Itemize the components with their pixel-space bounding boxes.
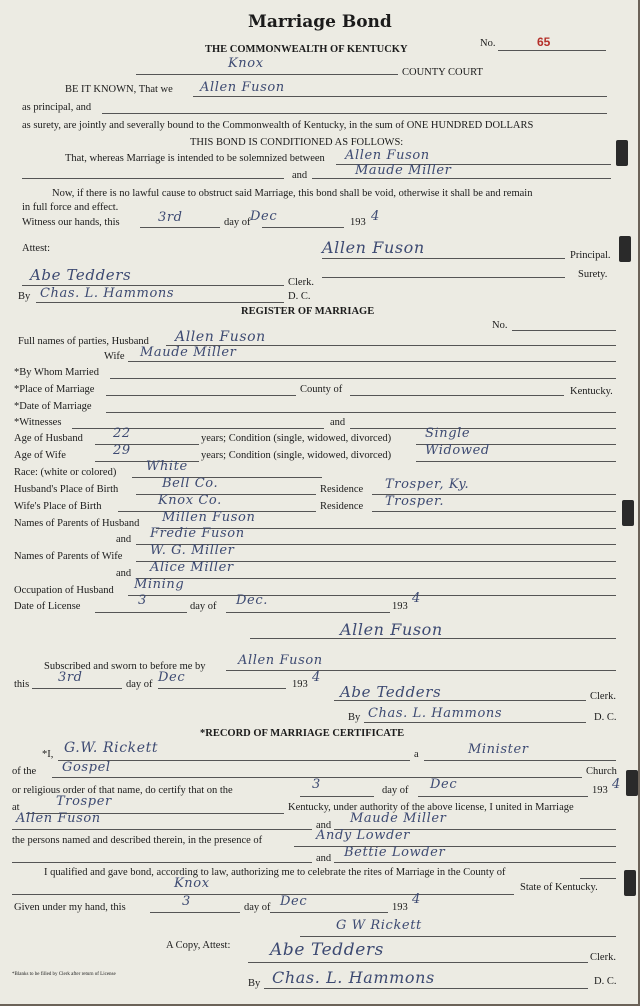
license-month: Dec.: [236, 593, 268, 608]
binder-tab: [619, 236, 631, 262]
certificate-heading: *RECORD OF MARRIAGE CERTIFICATE: [200, 728, 405, 739]
husband-birthplace-label: Husband's Place of Birth: [14, 484, 119, 495]
cert-day: 3: [312, 777, 321, 792]
bond-by-label: By: [18, 291, 31, 302]
subscribed-day: 3rd: [58, 670, 83, 685]
register-wife-name: Maude Miller: [140, 345, 237, 360]
husband-residence-label: Residence: [320, 484, 364, 495]
subscribed-this-label: this: [14, 679, 30, 690]
copy-attest-label: A Copy, Attest:: [166, 940, 231, 951]
bond-number-label: No.: [480, 38, 496, 49]
witness-year-prefix: 193: [350, 217, 366, 228]
cert-given-month: Dec: [280, 894, 308, 909]
register-husband-signature: Allen Fuson: [340, 620, 443, 639]
cert-dc-label: D. C.: [594, 976, 617, 987]
wife-name-label: Wife: [104, 351, 125, 362]
age-wife-value: 29: [113, 443, 131, 458]
husband-birthplace-value: Bell Co.: [162, 476, 219, 491]
license-date-label: Date of License: [14, 601, 81, 612]
cert-year-prefix: 193: [592, 785, 608, 796]
cert-given-year-suffix: 4: [412, 892, 421, 907]
husband-parent-1: Millen Fuson: [162, 510, 256, 525]
cert-church-label: Church: [586, 766, 617, 777]
wife-residence-label: Residence: [320, 501, 364, 512]
occupation-label: Occupation of Husband: [14, 585, 114, 596]
register-clerk-label: Clerk.: [590, 691, 616, 702]
wife-birthplace-label: Wife's Place of Birth: [14, 501, 102, 512]
principal-signature: Allen Fuson: [322, 238, 425, 257]
subscriber-name: Allen Fuson: [238, 653, 323, 668]
register-heading: REGISTER OF MARRIAGE: [241, 306, 375, 317]
register-no-label: No.: [492, 320, 508, 331]
cert-presence-text: the persons named and described therein, in the presence of: [12, 835, 263, 846]
occupation-value: Mining: [134, 577, 185, 592]
cert-i-label: *I,: [42, 749, 54, 760]
bond-clerk-signature: Abe Tedders: [30, 266, 132, 284]
bond-clerk-label: Clerk.: [288, 277, 314, 288]
surety-label: Surety.: [578, 269, 608, 280]
cert-minister-name: G.W. Rickett: [64, 740, 159, 756]
binder-tab: [622, 500, 634, 526]
cert-kentucky-text: Kentucky, under authority of the above license, I united in Marriage: [288, 802, 574, 813]
wife-parents-label: Names of Parents of Wife: [14, 551, 123, 562]
by-whom-married-label: *By Whom Married: [14, 367, 99, 378]
binder-tab: [624, 870, 636, 896]
cert-state-label: State of Kentucky.: [520, 882, 598, 893]
cert-and-label: and: [316, 820, 332, 831]
wife-parents-and: and: [116, 568, 132, 579]
witness-day-of-label: day of: [224, 217, 251, 228]
cert-county: Knox: [174, 876, 210, 891]
witness-hands-label: Witness our hands, this: [22, 217, 120, 228]
binder-tab: [626, 770, 638, 796]
bond-party-1: Allen Fuson: [345, 148, 430, 163]
witness-day: 3rd: [158, 210, 183, 225]
race-value: White: [146, 459, 188, 474]
register-dc-signature: Chas. L. Hammons: [368, 706, 503, 721]
cert-of-the-label: of the: [12, 766, 37, 777]
age-wife-label: Age of Wife: [14, 450, 66, 461]
whereas-text: That, whereas Marriage is intended to be solemnized between: [65, 153, 325, 164]
bond-number-value: 65: [537, 35, 551, 49]
principal-label: Principal.: [570, 250, 611, 261]
cert-minister-title: Minister: [468, 742, 529, 757]
cert-given-label: Given under my hand, this: [14, 902, 126, 913]
cert-clerk-label: Clerk.: [590, 952, 616, 963]
cert-a-label: a: [414, 749, 419, 760]
age-husband-value: 22: [113, 426, 131, 441]
bond-principal-name: Allen Fuson: [200, 80, 285, 95]
date-of-marriage-label: *Date of Marriage: [14, 401, 92, 412]
cert-month: Dec: [430, 777, 458, 792]
cert-clerk-signature: Abe Tedders: [270, 940, 384, 960]
license-day: 3: [138, 593, 147, 608]
be-it-known-label: BE IT KNOWN, That we: [65, 84, 173, 95]
register-dc-label: D. C.: [594, 712, 617, 723]
witness-year-suffix: 4: [371, 209, 380, 224]
husband-residence-value: Trosper, Ky.: [385, 477, 470, 492]
bond-and-label: and: [292, 170, 308, 181]
cert-year-suffix: 4: [612, 777, 621, 792]
commonwealth-heading: THE COMMONWEALTH OF KENTUCKY: [205, 44, 408, 55]
bond-dc-signature: Chas. L. Hammons: [40, 286, 175, 301]
cert-party-2: Maude Miller: [350, 811, 447, 826]
condition-husband-value: Single: [425, 426, 471, 441]
conditioned-heading: THIS BOND IS CONDITIONED AS FOLLOWS:: [190, 137, 404, 148]
binder-tab: [616, 140, 628, 166]
license-year-prefix: 193: [392, 601, 408, 612]
cert-place: Trosper: [56, 794, 112, 809]
cert-given-year-prefix: 193: [392, 902, 408, 913]
wife-parent-1: W. G. Miller: [150, 543, 235, 558]
cert-witness-1: Andy Lowder: [316, 828, 410, 843]
register-clerk-signature: Abe Tedders: [340, 683, 442, 701]
subscribed-year-prefix: 193: [292, 679, 308, 690]
cert-minister-signature: G W Rickett: [336, 918, 422, 933]
as-principal-label: as principal, and: [22, 102, 92, 113]
condition-husband-label: years; Condition (single, widowed, divorced): [201, 433, 392, 444]
place-of-marriage-label: *Place of Marriage: [14, 384, 95, 395]
surety-sum-text: as surety, are jointly and severally bound to the Commonwealth of Kentucky, in the sum of ONE HUNDRED DOLLARS: [22, 120, 534, 131]
bond-party-2: Maude Miller: [355, 163, 452, 178]
subscribed-month: Dec: [158, 670, 186, 685]
condition-wife-label: years; Condition (single, widowed, divorced): [201, 450, 392, 461]
license-year-suffix: 4: [412, 591, 421, 606]
husband-parent-2: Fredie Fuson: [150, 526, 245, 541]
cert-religious-text: or religious order of that name, do certify that on the: [12, 785, 233, 796]
register-by-label: By: [348, 712, 361, 723]
footnote: *Blanks to be filled by Clerk after return of License: [12, 972, 116, 977]
condition-wife-value: Widowed: [425, 443, 490, 458]
license-day-of-label: day of: [190, 601, 217, 612]
witness-month: Dec: [250, 209, 278, 224]
subscribed-year-suffix: 4: [312, 670, 321, 685]
subscribed-label: Subscribed and sworn to before me by: [44, 661, 206, 672]
bond-county: Knox: [228, 56, 264, 71]
lawful-cause-text-1: Now, if there is no lawful cause to obstruct said Marriage, this bond shall be void, otherwise it shall be and remain: [52, 188, 533, 199]
cert-at-label: at: [12, 802, 20, 813]
cert-dc-signature: Chas. L. Hammons: [272, 968, 435, 987]
husband-parents-and: and: [116, 534, 132, 545]
cert-day-of-label: day of: [382, 785, 409, 796]
county-of-label: County of: [300, 384, 343, 395]
cert-witness-2: Bettie Lowder: [344, 845, 446, 860]
bond-dc-label: D. C.: [288, 291, 311, 302]
cert-given-day: 3: [182, 894, 191, 909]
county-court-label: COUNTY COURT: [402, 67, 483, 78]
cert-church: Gospel: [62, 760, 111, 775]
witnesses-and-label: and: [330, 417, 346, 428]
husband-parents-label: Names of Parents of Husband: [14, 518, 140, 529]
wife-residence-value: Trosper.: [385, 494, 445, 509]
subscribed-day-of-label: day of: [126, 679, 153, 690]
age-husband-label: Age of Husband: [14, 433, 83, 444]
cert-by-label: By: [248, 978, 261, 989]
race-label: Race: (white or colored): [14, 467, 117, 478]
register-husband-name: Allen Fuson: [175, 329, 266, 345]
cert-party-1: Allen Fuson: [16, 811, 101, 826]
witnesses-label: *Witnesses: [14, 417, 62, 428]
lawful-cause-text-2: in full force and effect.: [22, 202, 119, 213]
cert-witness-and-label: and: [316, 853, 332, 864]
wife-parent-2: Alice Miller: [150, 560, 234, 575]
attest-label: Attest:: [22, 243, 50, 254]
cert-given-day-of-label: day of: [244, 902, 271, 913]
cert-qualified-text: I qualified and gave bond, according to law, authorizing me to celebrate the rites of Marriage in the County of: [44, 867, 506, 878]
document-title: Marriage Bond: [248, 12, 392, 32]
wife-birthplace-value: Knox Co.: [158, 493, 222, 508]
kentucky-label: Kentucky.: [570, 386, 613, 397]
husband-name-label: Full names of parties, Husband: [18, 336, 149, 347]
